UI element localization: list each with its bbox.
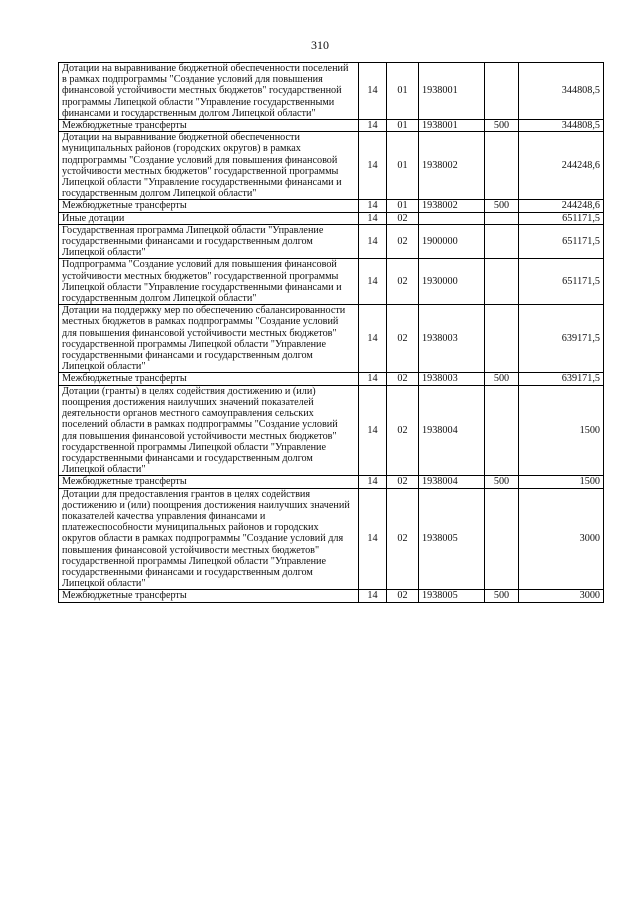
budget-table [58, 62, 604, 603]
amount-cell: 3000 [519, 488, 604, 590]
section-code-cell: 14 [359, 224, 387, 259]
target-article-cell: 1938003 [419, 305, 485, 373]
item-name-cell: Дотации на выравнивание бюджетной обеспеченности муниципальных районов (городских округов) в рамках подпрограммы "Создание условий для повышения финансовой устойчивости местных бюджетов" государственной программы Липецкой области "Управление государственными финансами и государственным долгом Липецкой области" [59, 132, 359, 200]
amount-cell: 639171,5 [519, 305, 604, 373]
amount-cell: 1500 [519, 476, 604, 488]
expense-type-cell [485, 132, 519, 200]
subsection-code-cell: 02 [387, 385, 419, 476]
subsection-code-cell: 02 [387, 476, 419, 488]
expense-type-cell: 500 [485, 120, 519, 132]
expense-type-cell [485, 259, 519, 305]
target-article-cell: 1938005 [419, 590, 485, 602]
item-name-cell: Дотации на выравнивание бюджетной обеспеченности поселений в рамках подпрограммы "Создание условий для повышения финансовой устойчивости местных бюджетов" государственной программы Липецкой области "Управление государственными финансами и государственным долгом Липецкой области" [59, 63, 359, 120]
item-name-cell: Дотации на поддержку мер по обеспечению сбалансированности местных бюджетов в рамках подпрограммы "Создание условий для повышения финансовой устойчивости местных бюджетов" государственной программы Липецкой области "Управление государственными финансами и государственным долгом Липецкой области" [59, 305, 359, 373]
section-code-cell: 14 [359, 385, 387, 476]
table-row [59, 132, 604, 200]
item-name-cell: Дотации для предоставления грантов в целях содействия достижению и (или) поощрения достижения наилучших значений показателей качества управления финансами и платежеспособности муниципальных районов и городских округов области в рамках подпрограммы "Создание условий для повышения финансовой устойчивости местных бюджетов" государственной программы Липецкой области "Управление государственными финансами и государственным долгом Липецкой области" [59, 488, 359, 590]
item-name-cell: Подпрограмма "Создание условий для повышения финансовой устойчивости местных бюджетов" государственной программы Липецкой области "Управление государственными финансами и государственным долгом Липецкой области" [59, 259, 359, 305]
section-code-cell: 14 [359, 488, 387, 590]
table-row [59, 488, 604, 590]
expense-type-cell [485, 63, 519, 120]
table-body [59, 63, 604, 603]
subsection-code-cell: 02 [387, 373, 419, 385]
amount-cell: 639171,5 [519, 373, 604, 385]
item-name-cell: Межбюджетные трансферты [59, 120, 359, 132]
section-code-cell: 14 [359, 200, 387, 212]
expense-type-cell: 500 [485, 590, 519, 602]
subsection-code-cell: 01 [387, 63, 419, 120]
expense-type-cell: 500 [485, 373, 519, 385]
subsection-code-cell: 01 [387, 132, 419, 200]
section-code-cell: 14 [359, 132, 387, 200]
target-article-cell: 1938002 [419, 200, 485, 212]
page-number: 310 [311, 38, 329, 52]
section-code-cell: 14 [359, 63, 387, 120]
expense-type-cell [485, 385, 519, 476]
expense-type-cell [485, 305, 519, 373]
table-row [59, 373, 604, 385]
target-article-cell: 1938003 [419, 373, 485, 385]
expense-type-cell: 500 [485, 200, 519, 212]
section-code-cell: 14 [359, 212, 387, 224]
item-name-cell: Межбюджетные трансферты [59, 476, 359, 488]
table-row [59, 63, 604, 120]
amount-cell: 244248,6 [519, 132, 604, 200]
amount-cell: 1500 [519, 385, 604, 476]
section-code-cell: 14 [359, 259, 387, 305]
amount-cell: 651171,5 [519, 259, 604, 305]
table-row [59, 120, 604, 132]
target-article-cell: 1938001 [419, 120, 485, 132]
table-row [59, 224, 604, 259]
amount-cell: 651171,5 [519, 212, 604, 224]
table-row [59, 476, 604, 488]
target-article-cell [419, 212, 485, 224]
target-article-cell: 1938002 [419, 132, 485, 200]
target-article-cell: 1938004 [419, 385, 485, 476]
subsection-code-cell: 02 [387, 212, 419, 224]
subsection-code-cell: 01 [387, 200, 419, 212]
subsection-code-cell: 02 [387, 224, 419, 259]
amount-cell: 344808,5 [519, 63, 604, 120]
target-article-cell: 1938001 [419, 63, 485, 120]
section-code-cell: 14 [359, 373, 387, 385]
subsection-code-cell: 02 [387, 259, 419, 305]
subsection-code-cell: 01 [387, 120, 419, 132]
table-row [59, 590, 604, 602]
section-code-cell: 14 [359, 590, 387, 602]
expense-type-cell [485, 488, 519, 590]
expense-type-cell [485, 224, 519, 259]
item-name-cell: Государственная программа Липецкой области "Управление государственными финансами и государственным долгом Липецкой области" [59, 224, 359, 259]
subsection-code-cell: 02 [387, 305, 419, 373]
subsection-code-cell: 02 [387, 488, 419, 590]
section-code-cell: 14 [359, 305, 387, 373]
amount-cell: 344808,5 [519, 120, 604, 132]
section-code-cell: 14 [359, 476, 387, 488]
item-name-cell: Межбюджетные трансферты [59, 590, 359, 602]
expense-type-cell: 500 [485, 476, 519, 488]
target-article-cell: 1900000 [419, 224, 485, 259]
table-row [59, 305, 604, 373]
target-article-cell: 1930000 [419, 259, 485, 305]
amount-cell: 651171,5 [519, 224, 604, 259]
table-row [59, 200, 604, 212]
subsection-code-cell: 02 [387, 590, 419, 602]
target-article-cell: 1938005 [419, 488, 485, 590]
target-article-cell: 1938004 [419, 476, 485, 488]
table-row [59, 259, 604, 305]
item-name-cell: Дотации (гранты) в целях содействия достижению и (или) поощрения достижения наилучших значений показателей деятельности органов местного самоуправления сельских поселений области в рамках подпрограммы "Создание условий для повышения финансовой устойчивости местных бюджетов" государственной программы Липецкой области "Управление государственными финансами и государственным долгом Липецкой области" [59, 385, 359, 476]
table-row [59, 212, 604, 224]
section-code-cell: 14 [359, 120, 387, 132]
table-row [59, 385, 604, 476]
item-name-cell: Межбюджетные трансферты [59, 373, 359, 385]
expense-type-cell [485, 212, 519, 224]
amount-cell: 3000 [519, 590, 604, 602]
item-name-cell: Межбюджетные трансферты [59, 200, 359, 212]
amount-cell: 244248,6 [519, 200, 604, 212]
item-name-cell: Иные дотации [59, 212, 359, 224]
